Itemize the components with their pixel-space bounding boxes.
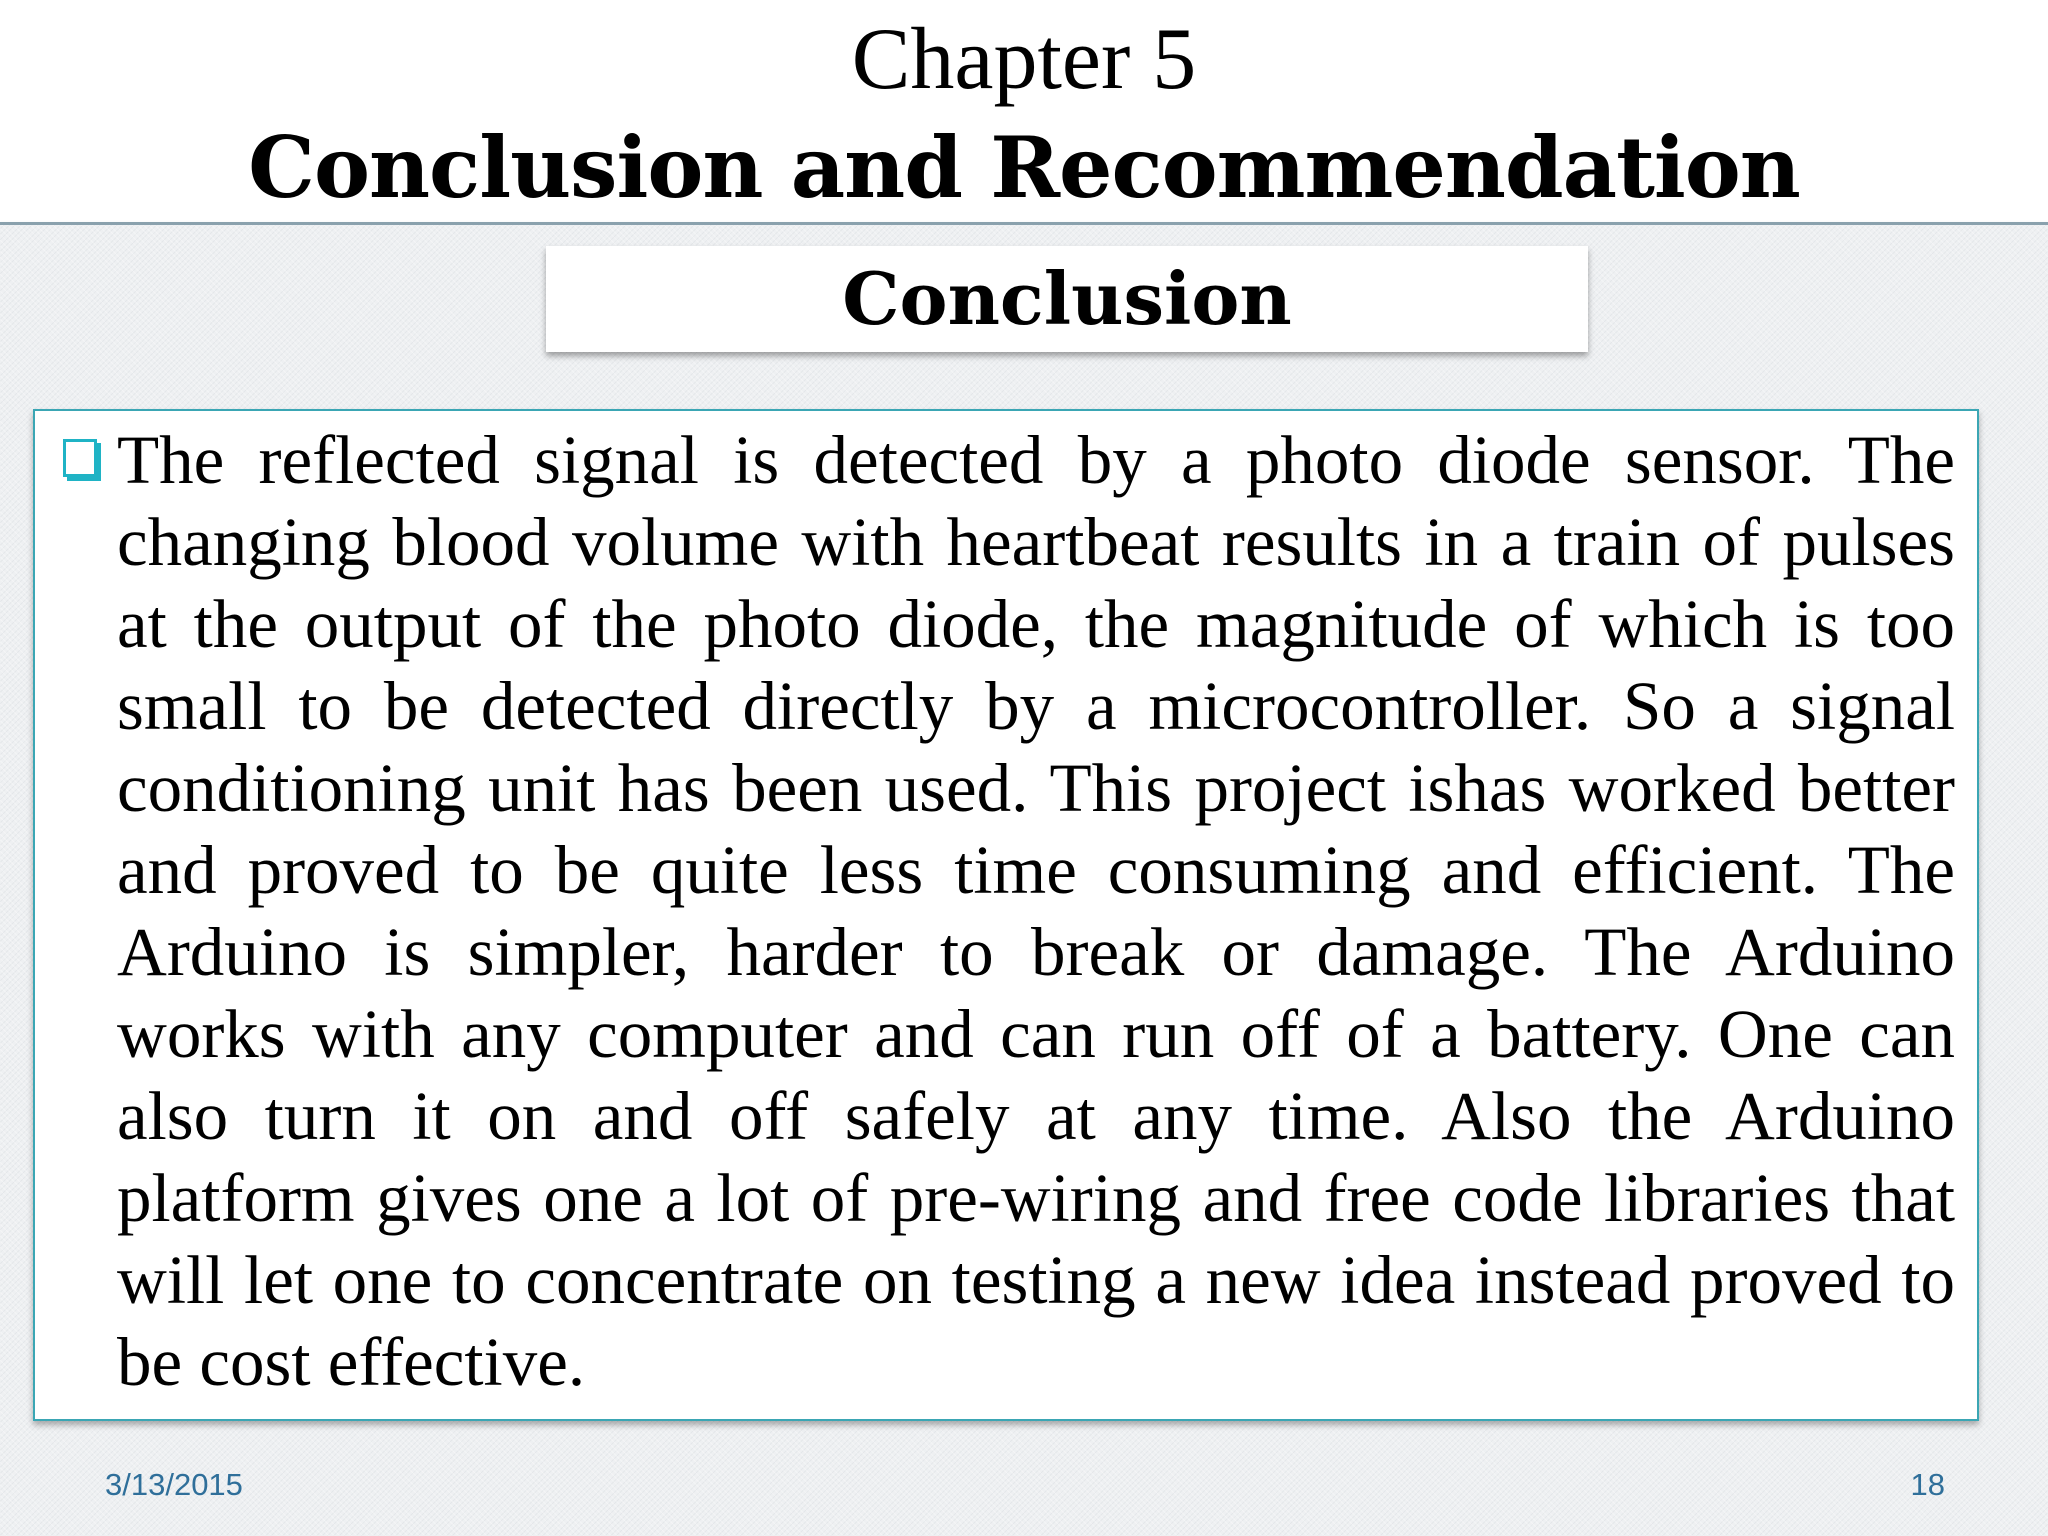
hollow-square-bullet-icon: [63, 439, 97, 477]
section-label-box: [546, 246, 1588, 352]
slide-title: Conclusion and Recommendation: [248, 118, 1800, 217]
body-text-box: [33, 409, 1979, 1421]
chapter-heading: Chapter 5: [851, 11, 1197, 108]
section-heading: Conclusion: [842, 256, 1292, 341]
body-paragraph: The reflected signal is detected by a photo diode sensor. The changing blood volume with heartbeat results in a train of pulses at the output of the photo diode, the magnitude of which is too small to be detected directly by a microcontroller. So a signal conditioning unit has been used. This project ishas worked better and proved to be quite less time consuming and efficient. The Arduino is simpler, harder to break or damage. The Arduino works with any computer and can run off of a battery. One can also turn it on and off safely at any time. Also the Arduino platform gives one a lot of pre-wiring and free code libraries that will let one to concentrate on testing a new idea instead proved to be cost effective.: [117, 422, 1955, 1400]
footer-date: 3/13/2015: [105, 1467, 243, 1502]
footer-page-number: 18: [1910, 1467, 1945, 1502]
slide-title-area: [0, 0, 2048, 225]
